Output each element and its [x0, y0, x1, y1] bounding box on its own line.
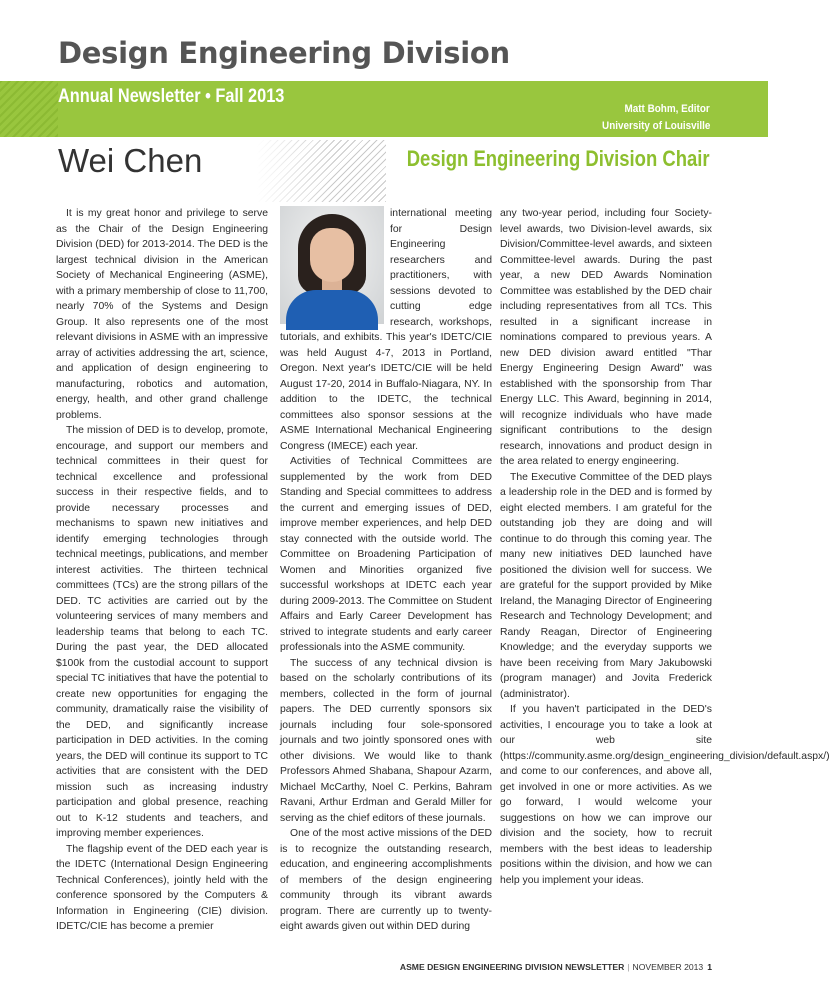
- article-paragraph: The flagship event of the DED each year is the IDETC (International Design Engineering Technical Conferences), jointly held with the conference sponsored by the Computers & Information in Engineering (CIE) division. IDETC/CIE has become a premier: [56, 843, 268, 932]
- header-hatch-decoration: [256, 140, 386, 202]
- article-column-2: [280, 206, 492, 935]
- page-number: 1: [707, 962, 712, 972]
- photo-jacket: [286, 290, 378, 330]
- author-role-heading: Design Engineering Division Chair: [407, 146, 710, 171]
- article-paragraph: The Executive Committee of the DED plays a leadership role in the DED and is formed by eight elected members. I am grateful for the outstanding job they are doing and will continue to do through this coming year. The many new initiatives DED launched have positioned the division well for success. We are grateful for the support provided by Mike Ireland, the Managing Director of Engineering Research and Technology Development; and Randy Reagan, Director of Engineering Knowledge; and the everyday supports we have been receiving from Mary Jakubowski (program manager) and Jovita Frederick (administrator).: [500, 471, 712, 700]
- page-footer: [400, 962, 712, 972]
- author-name: Wei Chen: [58, 142, 203, 179]
- article-paragraph: The mission of DED is to develop, promote, encourage, and support our members and technical committees in their quest for technical excellence and professional success in their respective fields, and to provide necessary processes and mechanisms to spawn new initiatives and identify emerging technologies through technical meetings, publications, and member interest activities. The thirteen technical committees (TCs) are the strong pillars of the DED. TC activities are carried out by the volunteering services of many members and leadership teams that belong to each TC. During the past year, the DED allocated $100k from the custodial account to support special TC initiatives that have the potential to create new opportunities for engaging the community, dramatically raise the visibility of the DED, and significantly increase participation in DED activities. In the coming years, the DED will continue its support to TC activities that are consistent with the DED mission such as increasing industry participation and global presence, reaching out to K-12 students and teachers, and improving member experiences.: [56, 425, 268, 839]
- footer-separator: |: [627, 962, 630, 972]
- banner-hatch-decoration: [0, 81, 58, 137]
- edition-label: Annual Newsletter • Fall 2013: [58, 86, 285, 107]
- footer-date: NOVEMBER 2013: [632, 962, 704, 972]
- article-column-1: [56, 206, 268, 935]
- article-column-3: [500, 206, 830, 888]
- editor-affiliation: University of Louisville: [601, 120, 710, 132]
- editor-name: Matt Bohm, Editor: [624, 103, 710, 115]
- article-paragraph: The success of any technical divsion is based on the scholarly contributions of its members, collected in the form of journal papers. The DED currently sponsors six journals including four sole-sponsored journals and two jointly sponsored ones with other divisions. We would like to thank Professors Ahmed Shabana, Shapour Azarm, Michael McCarthy, Noel C. Perkins, Bahram Ravani, Arthur Erdman and Gerald Miller for serving as the chief editors of these journals.: [280, 657, 492, 824]
- article-paragraph: international meeting for Design Engineering researchers and practitioners, with sessions devoted to cutting edge research, workshops, tutorials, and exhibits. This year's IDETC/CIE was held August 4-7, 2013 in Portland, Oregon. Next year's IDETC/CIE will be held August 17-20, 2014 in Buffalo-Niagara, NY. In addition to the IDETC, the technical committees also sponsor sessions at the ASME International Mechanical Engineering Congress (IMECE) each year.: [280, 208, 492, 452]
- photo-face: [310, 228, 354, 282]
- article-paragraph: any two-year period, including four Society-level awards, two Division-level awards, six Division/Committee-level awards, and sixteen Committee-level awards. During the past year, a new DED Awards Nomination Committee was established by the DED chair including representatives from all TCs. This resulted in a significant increase in nominations compared to previous years. A new DED division award entitled "Thar Energy Engineering Design Award" was established with the sponsorship from Thar Energy LLC. This Award, beginning in 2014, will recognize individuals who have made significant contributions to the design research, innovations and product design in the area related to energy engineering.: [500, 208, 712, 467]
- author-photo: [280, 206, 384, 324]
- newsletter-title: Design Engineering Division: [58, 36, 510, 70]
- article-paragraph: One of the most active missions of the DED is to recognize the outstanding research, education, and engineering accomplishments of members of the design engineering community through its vibrant awards program. There are currently up to twenty-eight awards given out within DED during: [280, 828, 492, 932]
- article-paragraph: It is my great honor and privilege to serve as the Chair of the Design Engineering Division (DED) for 2013-2014. The DED is the largest technical division in the American Society of Mechanical Engineering (ASME), with a primary membership of close to 11,700, nearly 70% of the Systems and Design Group. It also represents one of the most relevant divisions in ASME with an impressive array of activities addressing the art, science, and application of design engineering to manufacturing, robotics and automation, energy, health, and other grand challenge problems.: [56, 208, 268, 421]
- footer-publication: ASME DESIGN ENGINEERING DIVISION NEWSLETTER: [399, 962, 625, 972]
- article-paragraph: Activities of Technical Committees are supplemented by the work from DED Standing and Special committees to address the current and emerging issues of DED, improve member experiences, and help DED stay connected with the outside world. The Committee on Broadening Participation of Women and Minorities organized five successful workshops at IDETC each year during 2009-2013. The Committee on Student Affairs and Early Career Development has strived to integrate students and early career professionals into the ASME community.: [280, 456, 492, 653]
- article-paragraph: If you haven't participated in the DED's activities, I encourage you to take a look at our web site (https://community.asme.org/design_engineering_division/default.aspx/) and come to our conferences, and above all, get involved in one or more activities. As we go forward, I would welcome your suggestions on how we can improve our division and the society, how to recruit members with the best ideas to leadership positions within the division, and how we can help you implement your ideas.: [500, 704, 830, 886]
